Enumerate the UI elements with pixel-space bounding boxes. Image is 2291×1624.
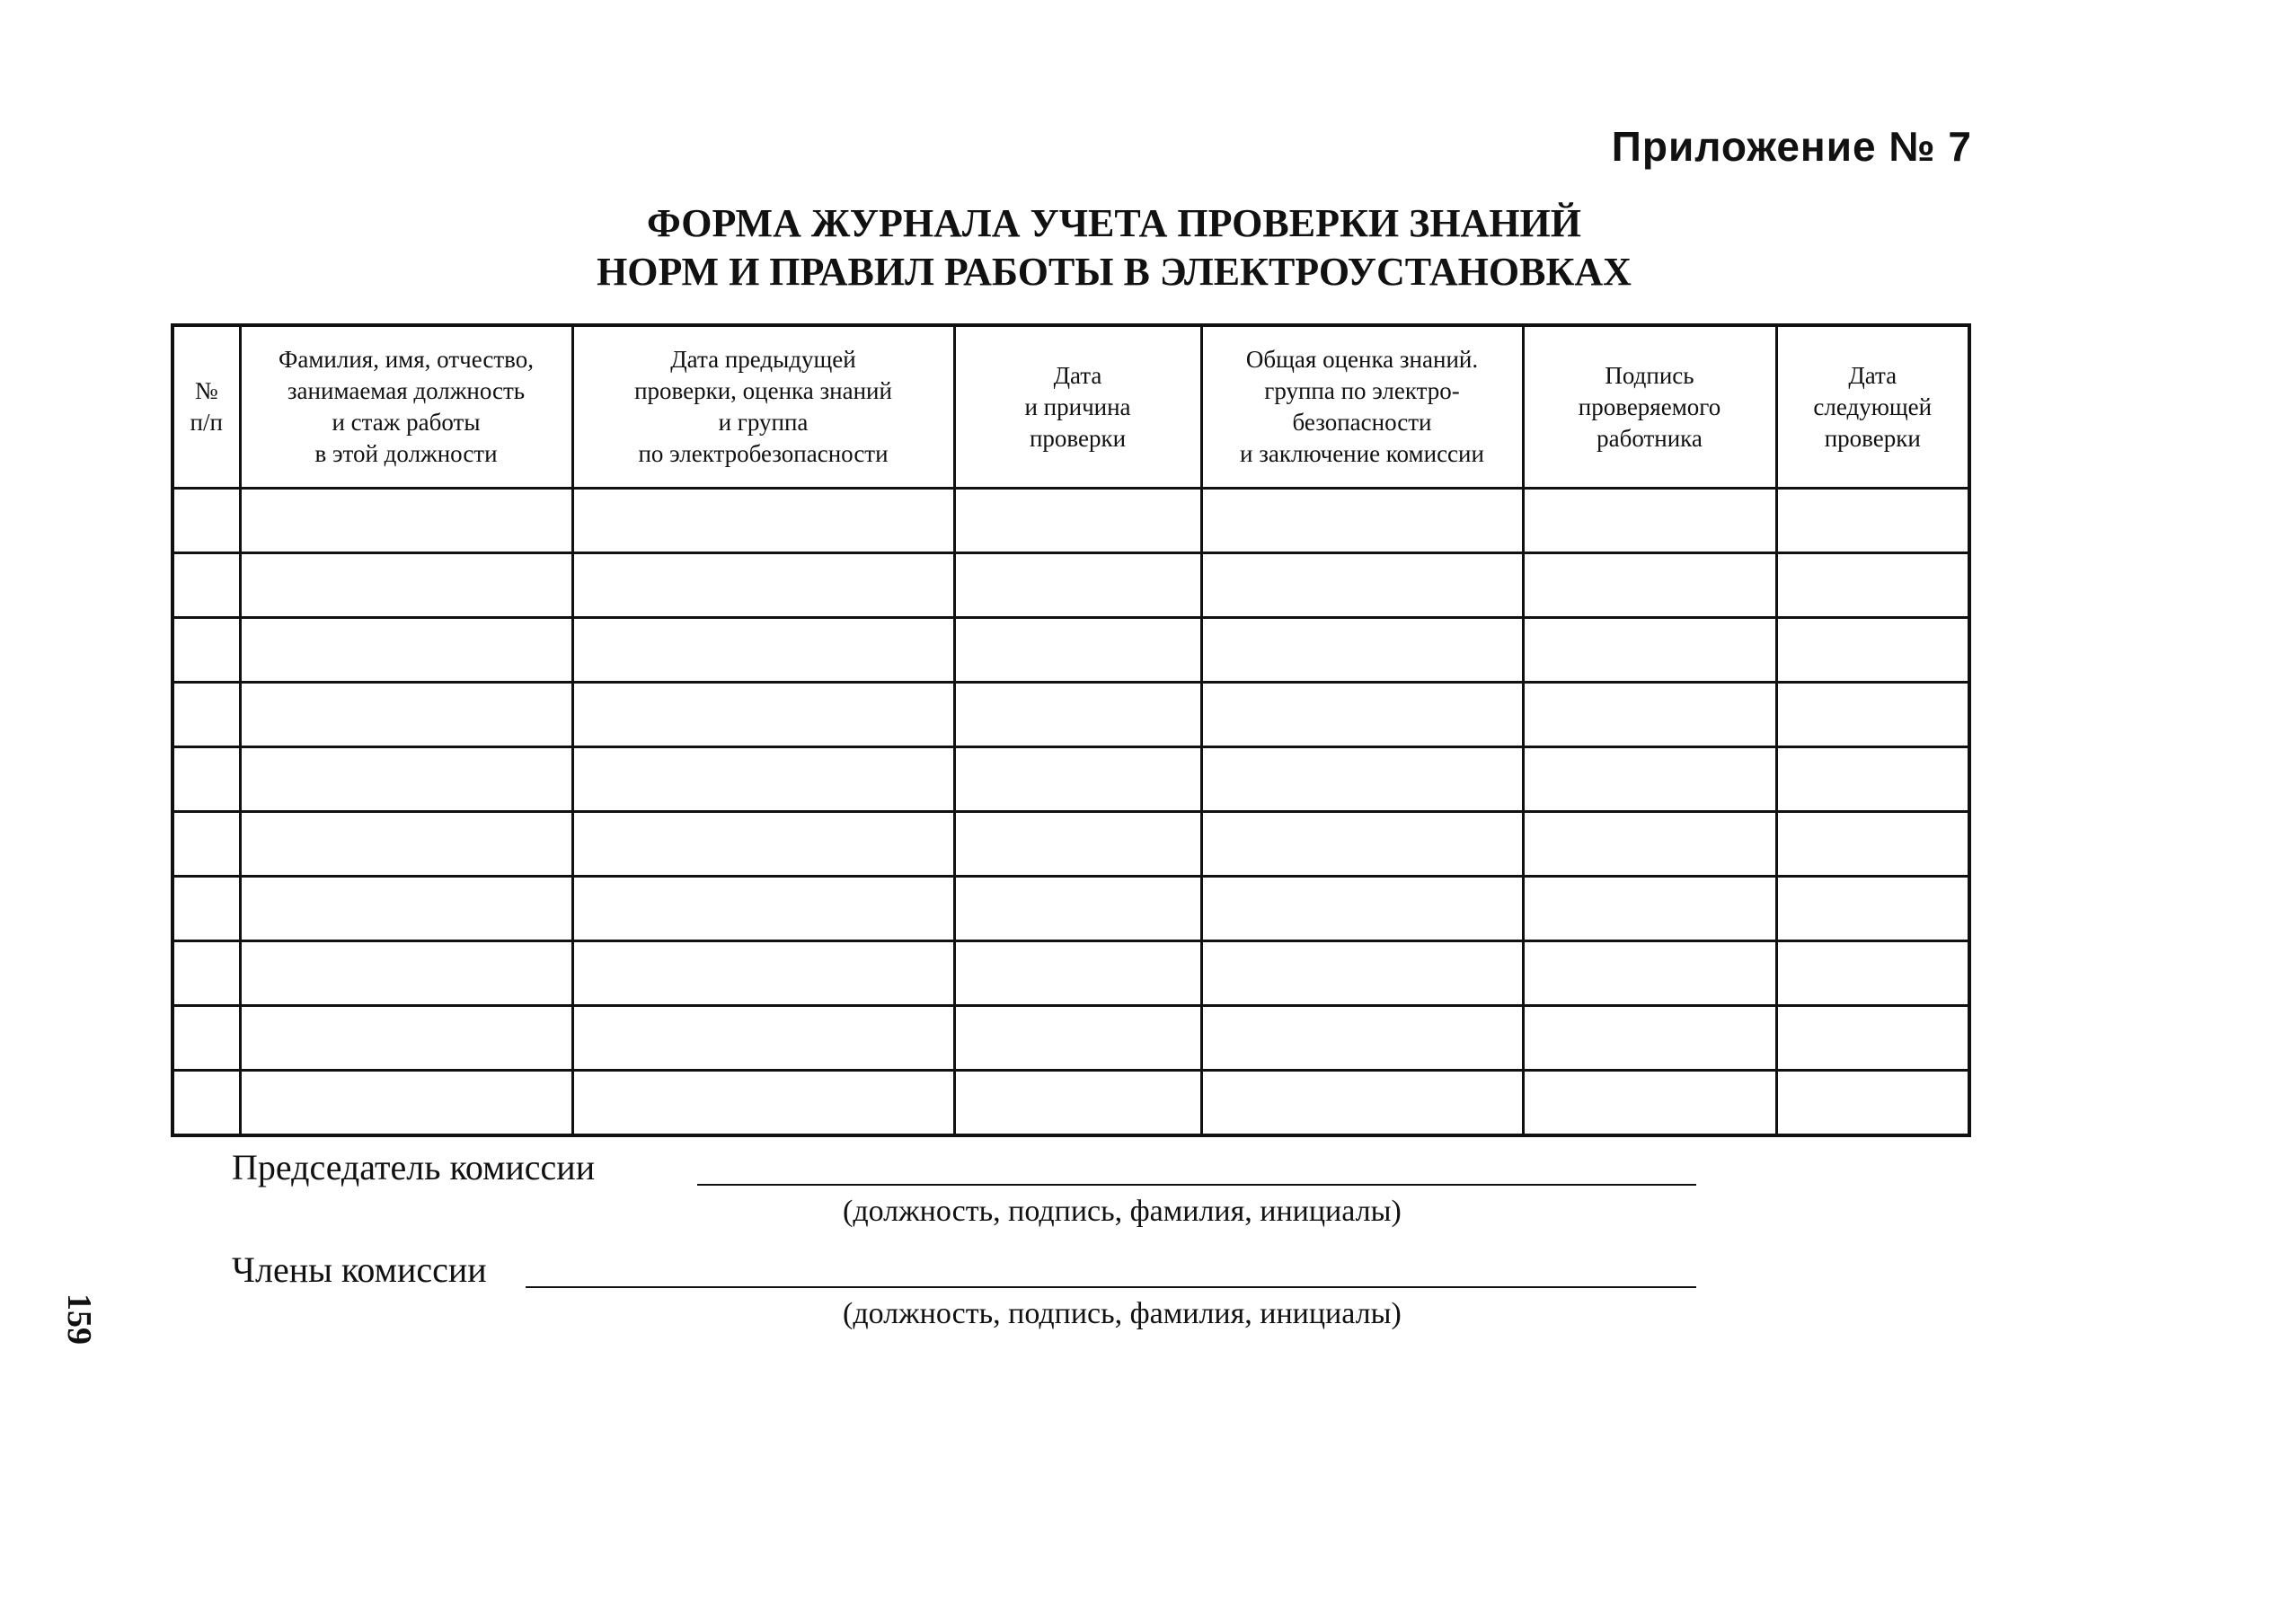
column-header-line: проверяемого [1578,393,1721,420]
members-label: Члены комиссии [232,1249,487,1290]
table-cell[interactable] [172,618,240,683]
table-cell[interactable] [1523,747,1776,812]
table-cell[interactable] [1523,1006,1776,1071]
table-cell[interactable] [172,1071,240,1136]
table-row [172,553,1969,618]
members-signature-line[interactable] [526,1286,1696,1288]
table-cell[interactable] [1776,1006,1969,1071]
table-cell[interactable] [172,941,240,1006]
table-cell[interactable] [1523,812,1776,877]
column-header-line: и заключение комиссии [1240,440,1484,467]
column-header-line: по электробезопасности [638,440,889,467]
table-cell[interactable] [572,812,954,877]
table-cell[interactable] [572,489,954,553]
table-cell[interactable] [240,489,572,553]
appendix-label: Приложение № 7 [1611,123,1972,170]
column-header-line: Фамилия, имя, отчество, [279,346,534,373]
table-cell[interactable] [954,553,1201,618]
table-cell[interactable] [172,812,240,877]
table-cell[interactable] [572,941,954,1006]
table-cell[interactable] [1776,618,1969,683]
column-header-line: проверки [1029,424,1127,452]
table-cell[interactable] [240,1006,572,1071]
table-cell[interactable] [240,1071,572,1136]
table-cell[interactable] [172,747,240,812]
column-header-1 [172,325,240,489]
table-cell[interactable] [954,489,1201,553]
table-cell[interactable] [240,877,572,941]
table-cell[interactable] [572,1071,954,1136]
table-cell[interactable] [954,618,1201,683]
table-cell[interactable] [1776,877,1969,941]
form-title [521,199,1707,296]
table-cell[interactable] [1523,941,1776,1006]
table-cell[interactable] [1201,618,1523,683]
column-header-3 [572,325,954,489]
table-cell[interactable] [954,941,1201,1006]
form-title-line-1: ФОРМА ЖУРНАЛА УЧЕТА ПРОВЕРКИ ЗНАНИЙ [646,201,1582,245]
column-header-line: № [194,377,218,404]
form-title-line-2: НОРМ И ПРАВИЛ РАБОТЫ В ЭЛЕКТРОУСТАНОВКАХ [597,250,1632,294]
table-cell[interactable] [172,553,240,618]
column-header-line: группа по электро- [1264,377,1460,404]
table-row [172,812,1969,877]
table-row [172,747,1969,812]
column-header-5 [1201,325,1523,489]
column-header-line: Дата [1848,361,1897,389]
column-header-line: Подпись [1605,361,1694,389]
table-cell[interactable] [1523,1071,1776,1136]
column-header-line: работника [1597,424,1703,452]
table-row [172,618,1969,683]
table-cell[interactable] [172,877,240,941]
table-cell[interactable] [954,683,1201,747]
chairman-signature-line[interactable] [697,1184,1696,1186]
table-cell[interactable] [1523,553,1776,618]
table-cell[interactable] [954,1006,1201,1071]
column-header-line: следующей [1813,393,1933,420]
table-cell[interactable] [1201,1006,1523,1071]
table-cell[interactable] [572,747,954,812]
column-header-line: проверки, оценка знаний [634,377,892,404]
table-cell[interactable] [172,683,240,747]
table-cell[interactable] [1776,489,1969,553]
column-header-2 [240,325,572,489]
table-row [172,941,1969,1006]
table-cell[interactable] [572,553,954,618]
table-row [172,1006,1969,1071]
table-header-row [172,325,1969,489]
table-cell[interactable] [1523,618,1776,683]
table-cell[interactable] [1776,812,1969,877]
column-header-line: Дата предыдущей [670,346,856,373]
table-cell[interactable] [954,812,1201,877]
table-cell[interactable] [172,1006,240,1071]
column-header-4 [954,325,1201,489]
table-cell[interactable] [572,877,954,941]
table-cell[interactable] [1201,877,1523,941]
table-row [172,1071,1969,1136]
column-header-line: п/п [190,409,223,436]
table-cell[interactable] [954,877,1201,941]
column-header-line: занимаемая должность [287,377,526,404]
table-cell[interactable] [1201,1071,1523,1136]
table-cell[interactable] [1201,941,1523,1006]
table-cell[interactable] [1776,941,1969,1006]
column-header-line: и стаж работы [332,409,481,436]
table-cell[interactable] [240,941,572,1006]
table-cell[interactable] [1776,747,1969,812]
table-body [172,489,1969,1136]
table-cell[interactable] [1523,489,1776,553]
table-cell[interactable] [240,812,572,877]
column-header-6 [1523,325,1776,489]
table-cell[interactable] [1201,489,1523,553]
table-cell[interactable] [1776,683,1969,747]
column-header-line: проверки [1824,424,1921,452]
table-cell[interactable] [172,489,240,553]
chairman-label: Председатель комиссии [232,1147,596,1187]
table-cell[interactable] [240,553,572,618]
members-hint: (должность, подпись, фамилия, инициалы) [843,1297,1402,1330]
table-row [172,489,1969,553]
table-row [172,683,1969,747]
table-cell[interactable] [572,1006,954,1071]
table-cell[interactable] [1776,1071,1969,1136]
column-header-line: в этой должности [314,440,498,467]
table-cell[interactable] [572,683,954,747]
table-cell[interactable] [240,618,572,683]
column-header-line: Дата [1053,361,1102,389]
journal-table [171,323,1971,1137]
table-cell[interactable] [1201,683,1523,747]
table-cell[interactable] [1201,747,1523,812]
column-header-line: безопасности [1292,409,1432,436]
table-cell[interactable] [1201,812,1523,877]
table-cell[interactable] [1523,683,1776,747]
column-header-line: Общая оценка знаний. [1245,346,1479,373]
table-cell[interactable] [954,1071,1201,1136]
table-cell[interactable] [572,618,954,683]
column-header-7 [1776,325,1969,489]
table-cell[interactable] [1523,877,1776,941]
table-cell[interactable] [1201,553,1523,618]
page-number: 159 [60,1293,98,1345]
table-cell[interactable] [240,683,572,747]
table-cell[interactable] [1776,553,1969,618]
table-cell[interactable] [954,747,1201,812]
table-cell[interactable] [240,747,572,812]
table-row [172,877,1969,941]
column-header-line: и причина [1024,393,1131,420]
chairman-hint: (должность, подпись, фамилия, инициалы) [843,1195,1402,1228]
column-header-line: и группа [718,409,809,436]
